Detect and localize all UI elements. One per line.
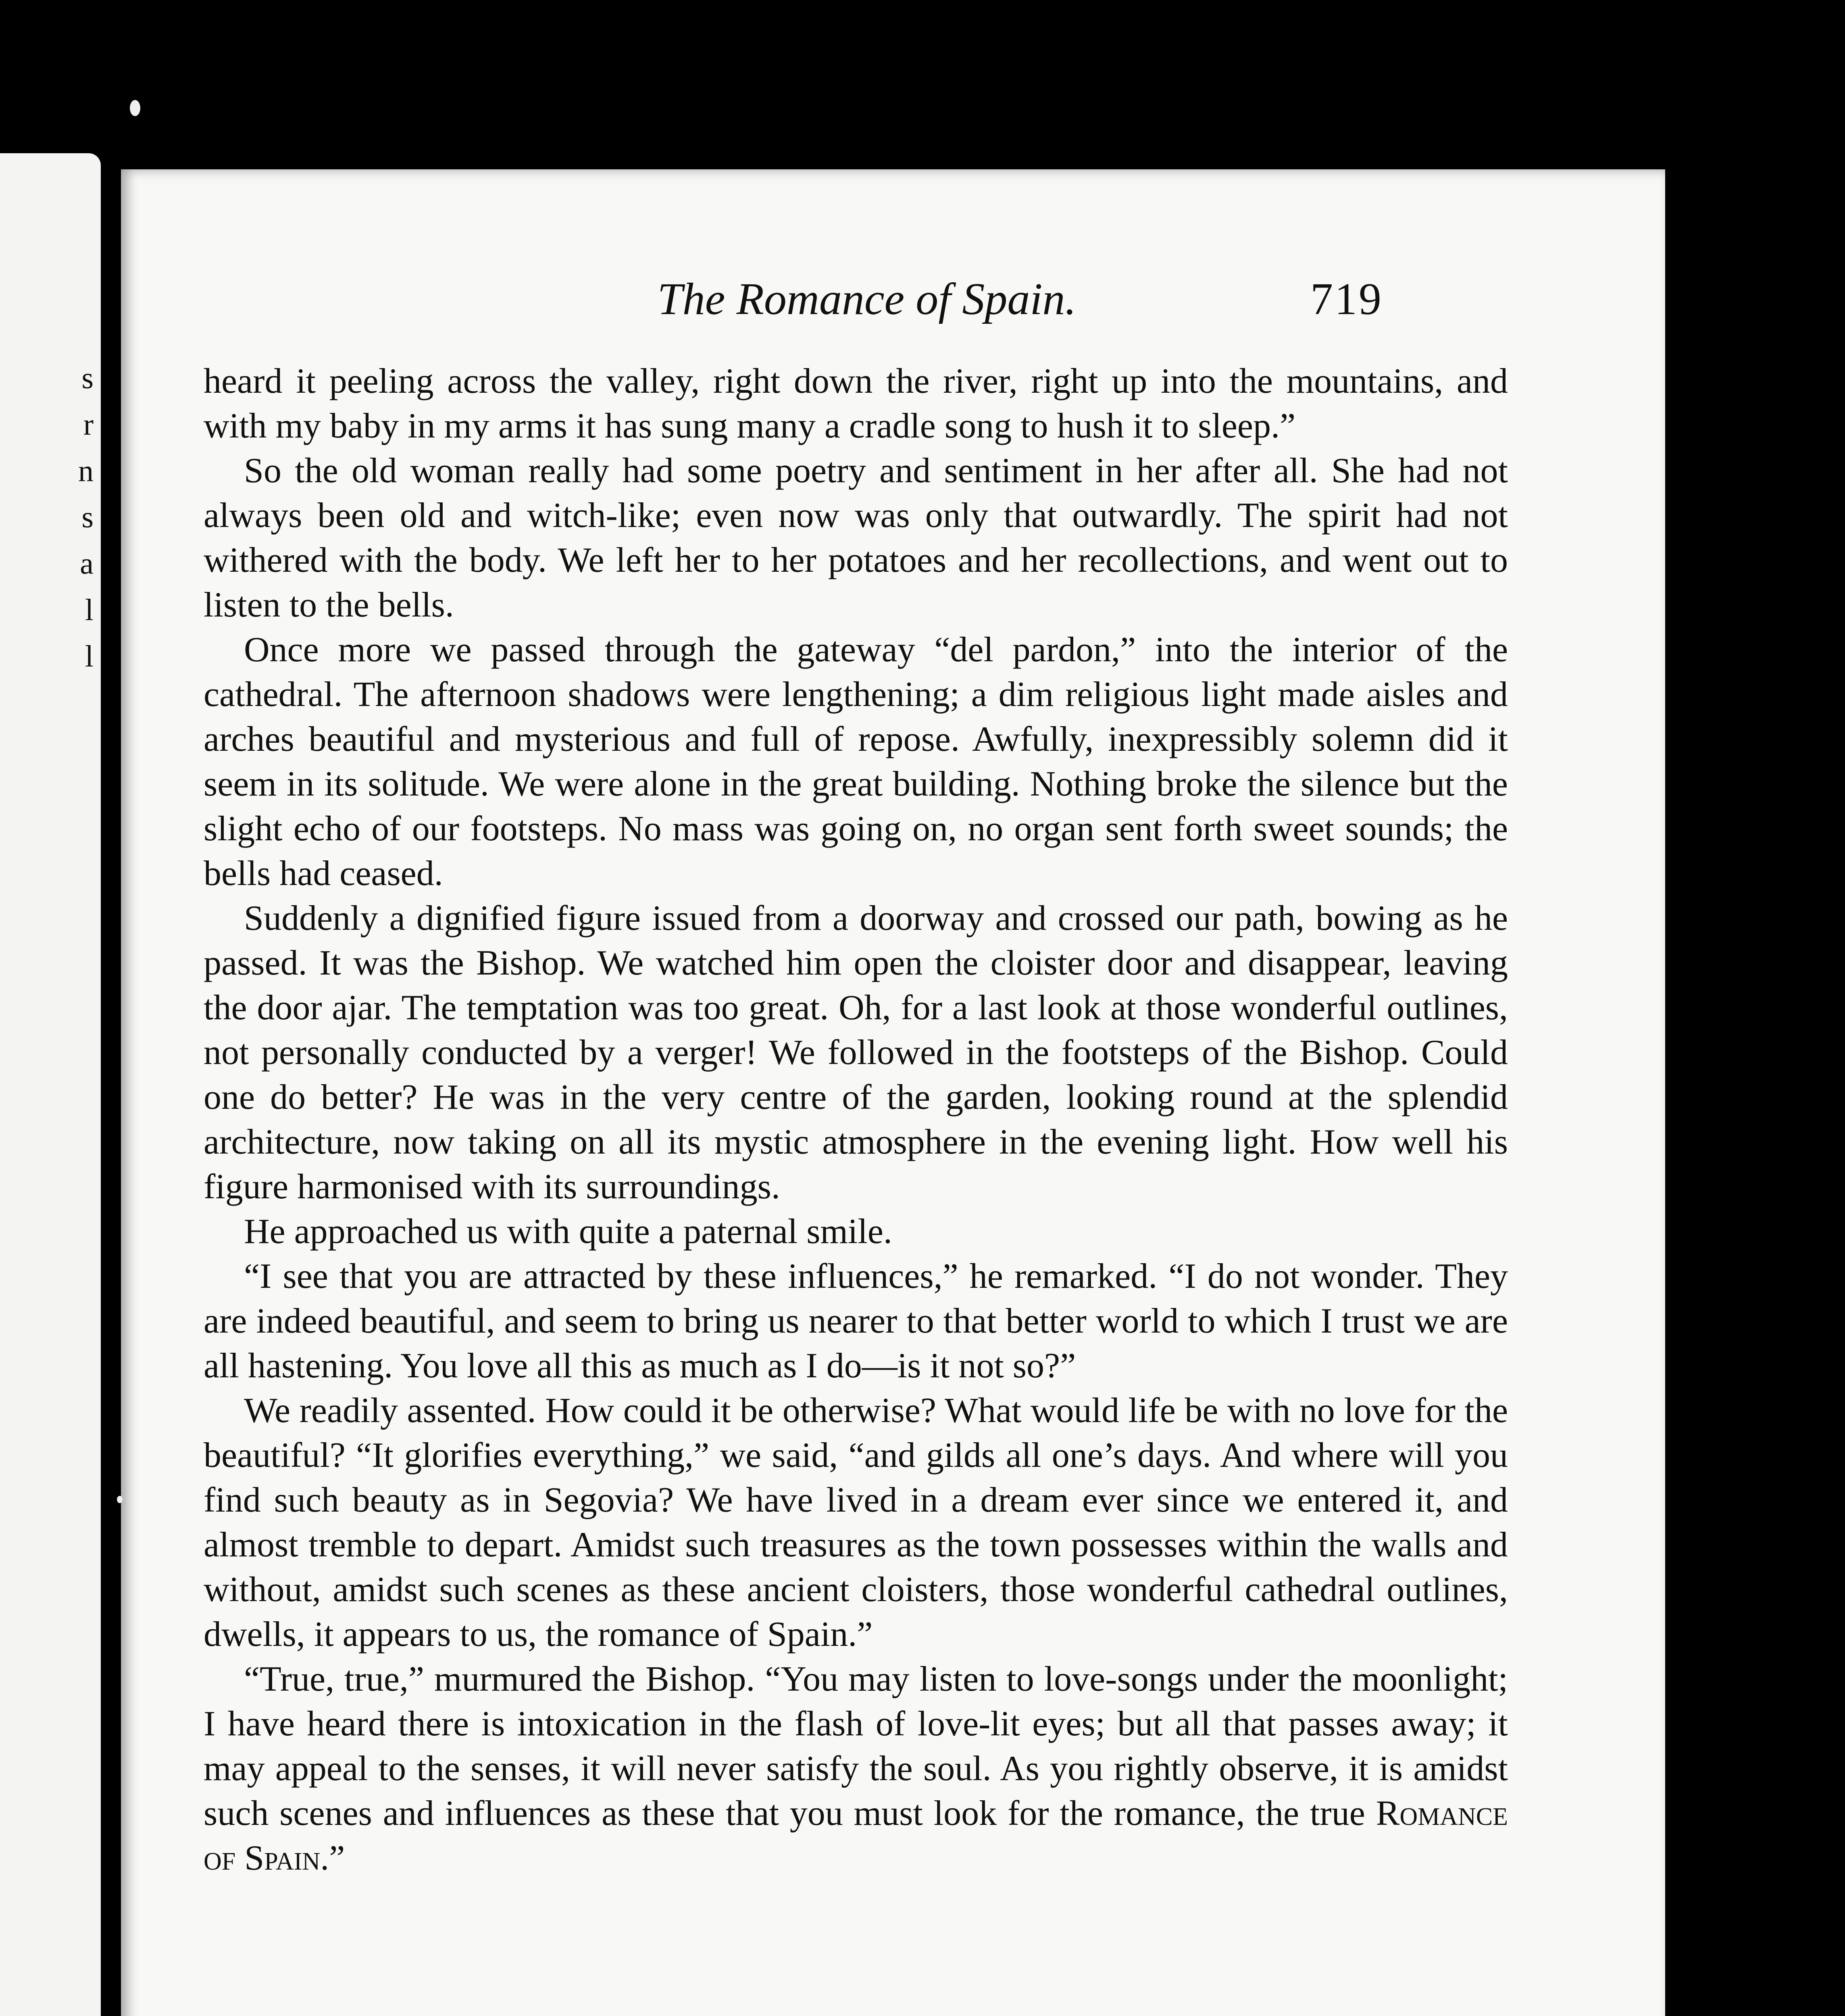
paragraph: Suddenly a dignified figure issued from a doorway and crossed our path, bowing as he passed. It was the Bishop. We watched him open the cloister door and disappear, leaving the door ajar. The temptation was too great. Oh, for a last look at those wonderful outlines, not personally conducted by a verger! We followed in the footsteps of the Bishop. Could one do better? He was in the very centre of the garden, looking round at the splendid architecture, now taking on all its mystic atmosphere in the evening light. How well his figure harmonised with its surroundings. (204, 899, 1508, 1206)
paragraph-final-text: “True, true,” murmured the Bishop. “You may listen to love-songs under the moonlight; I have heard there is intoxication in the flash of love-lit eyes; but all that passes away; it may appeal to the senses, it will never satisfy the soul. As you rightly observe, it is amidst such scenes and influences as these that you must look for the romance, the true (204, 1660, 1508, 1833)
scan-speck (130, 100, 140, 116)
paragraph: Once more we passed through the gateway “del pardon,” into the interior of the cathedral. The afternoon shadows were lengthening; a dim religious light made aisles and arches beautiful and mysterious and full of repose. Awfully, inexpressibly solemn did it seem in its solitude. We were alone in the great building. Nothing broke the silence but the slight echo of our footsteps. No mass was going on, no organ sent forth sweet sounds; the bells had ceased. (204, 630, 1508, 893)
paragraph: We readily assented. How could it be otherwise? What would life be with no love for the beautiful? “It glorifies everything,” we said, “and gilds all one’s days. And where will you find such beauty as in Segovia? We have lived in a dream ever since we entered it, and almost tremble to depart. Amidst such treasures as the town possesses within the walls and without, amidst such scenes as these ancient cloisters, those wonderful cathedral outlines, dwells, it appears to us, the romance of Spain.” (204, 1391, 1508, 1654)
facing-page-fragment: l (85, 593, 94, 627)
book-page (121, 169, 1665, 2016)
facing-page-fragment: l (85, 639, 94, 673)
small-caps-title: Romance of Spain (204, 1794, 1508, 1878)
page-number: 719 (1310, 274, 1383, 324)
paragraph-final (204, 1657, 1508, 1881)
facing-page-fragment: r (83, 408, 94, 442)
body-text (204, 359, 1508, 1881)
running-title: The Romance of Spain. (657, 274, 1077, 324)
paragraph: heard it peeling across the valley, right down the river, right up into the mountains, and with my baby in my arms it has sung many a cradle song to hush it to sleep.” (204, 362, 1508, 446)
paragraph: “I see that you are attracted by these influences,” he remarked. “I do not wonder. They are indeed beautiful, and seem to bring us nearer to that better world to which I trust we are all hastening. You love all this as much as I do—is it not so?” (204, 1257, 1508, 1385)
running-head (121, 273, 1665, 334)
facing-page-fragment: a (80, 547, 94, 581)
facing-page-edge (0, 153, 101, 2016)
paragraph-final-end: .” (320, 1839, 345, 1878)
paragraph: So the old woman really had some poetry and sentiment in her after all. She had not always been old and witch-like; even now was only that outwardly. The spirit had not withered with the body. We left her to her potatoes and her recollections, and went out to listen to the bells. (204, 451, 1508, 625)
paragraph: He approached us with quite a paternal smile. (244, 1212, 892, 1251)
facing-page-fragment: s (81, 500, 94, 534)
facing-page-fragment: n (78, 454, 94, 488)
facing-page-fragment: s (81, 361, 94, 395)
scan-speck (117, 1496, 123, 1503)
